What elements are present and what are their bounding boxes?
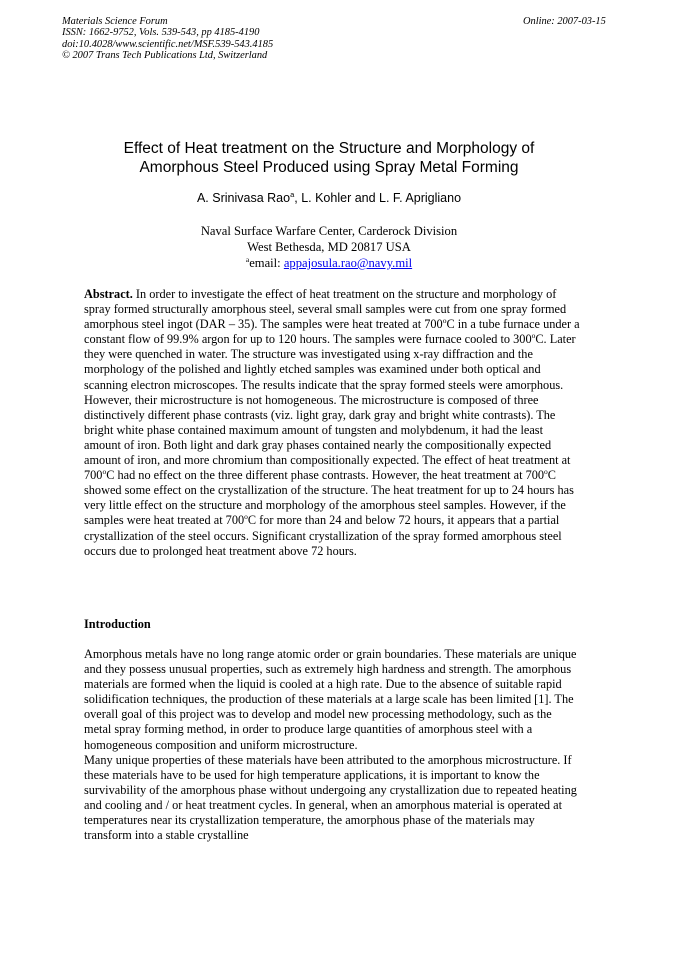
email-superscript: a (245, 255, 250, 264)
affiliation-address: West Bethesda, MD 20817 USA (247, 240, 411, 254)
introduction-paragraph-2: Many unique properties of these materials have been attributed to the amorphous microstructure. If these materials have to be used for high temperature applications, it is important to know the survivability of the amorphous phase without undergoing any crystallization due to repeated heating and cooling and / or heat treatment cycles. In general, when an amorphous material is operated at temperatures near its crystallization temperature, the amorphous phase of the materials may transform into a stable crystalline (84, 752, 577, 843)
introduction-heading: Introduction (84, 617, 151, 631)
doi-line: doi:10.4028/www.scientific.net/MSF.539-543.4185 (62, 38, 274, 50)
journal-name: Materials Science Forum (62, 16, 168, 27)
affiliation-institution: Naval Surface Warfare Center, Carderock Division (200, 224, 458, 238)
abstract-label: Abstract. (84, 287, 133, 301)
abstract-text-5: C showed some effect on the crystallization of the structure. The heat treatment for up to 24 hours has very little effect on the structure and morphology of the amorphous steel samples. However, if the samples were heat treated at 700 (84, 468, 574, 528)
introduction-paragraph-1: Amorphous metals have no long range atomic order or grain boundaries. These materials are unique and they possess unusual properties, such as extremely high hardness and strength. The amorphous materials are formed when the liquid is cooled at a high rate. Due to the absence of suitable rapid solidification techniques, the production of these materials at a large scale has been limited [1]. The overall goal of this project was to develop and model new processing methodology, such as the metal spray forming method, in order to produce large quantities of amorphous steel with a homogeneous composition and uniform microstructure. (84, 647, 577, 752)
degree-mark: o (544, 467, 548, 477)
author-1: A. Srinivasa Rao (196, 191, 291, 205)
degree-mark: o (531, 331, 536, 341)
degree-mark: o (102, 467, 107, 477)
author-1-superscript: a (290, 190, 295, 199)
email-label: email: (249, 256, 284, 270)
author-list (60, 191, 598, 205)
affiliation-email (60, 255, 598, 271)
online-date: Online: 2007-03-15 (523, 16, 606, 27)
issn-line: ISSN: 1662-9752, Vols. 539-543, pp 4185-4190 (62, 27, 260, 39)
abstract-paragraph (84, 287, 582, 559)
abstract-text-1: In order to investigate the effect of heat treatment on the structure and morphology of spray formed structurally amorphous steel, several small samples were cut from one spray formed amorphous steel ingot (DAR – 35). The samples were heat treated at 700 (84, 287, 567, 332)
abstract-text-4: C had no effect on the three different phase contrasts. However, the heat treatment at 700 (106, 468, 545, 483)
degree-mark: o (442, 316, 447, 326)
email-link[interactable]: appajosula.rao@navy.mil (283, 256, 413, 270)
title-line-2: Amorphous Steel Produced using Spray Metal Forming (139, 159, 519, 176)
other-authors: , L. Kohler and L. F. Aprigliano (294, 191, 462, 205)
abstract-text-6: C for more than 24 and below 72 hours, it appears that a partial crystallization of the steel occurs. Significant crystallization of the spray formed amorphous steel occurs due to prolonged heat treatment above 72 hours. (84, 513, 562, 558)
introduction-section (84, 647, 582, 843)
abstract-text-3: C. Later they were quenched in water. The structure was investigated using x-ray diffraction and the morphology of the polished and lightly etched samples was examined under both optical and scanning electron microscopes. The results indicate that the spray formed steels were amorphous. However, their microstructure is not homogeneous. The microstructure is composed of three distinctively different phase contrasts (viz. light gray, dark gray and bright white contrasts). The bright white phase contained maximum amount of tungsten and molybdenum, it had the least amount of iron. Both light and dark gray phases contained nearly the compositionally expected amount of iron, and more chromium than compositionally expected. The effect of heat treatment at 700 (84, 332, 576, 483)
paper-title (60, 139, 598, 177)
copyright-line: © 2007 Trans Tech Publications Ltd, Switzerland (62, 49, 268, 61)
degree-mark: o (244, 512, 248, 522)
title-line-1: Effect of Heat treatment on the Structure and Morphology of (123, 140, 535, 157)
journal-header (62, 16, 273, 61)
abstract (84, 287, 582, 559)
affiliation (60, 223, 598, 271)
abstract-text-2: C in a tube furnace under a constant flow of 99.9% argon for up to 120 hours. The samples were furnace cooled to 300 (84, 317, 580, 347)
